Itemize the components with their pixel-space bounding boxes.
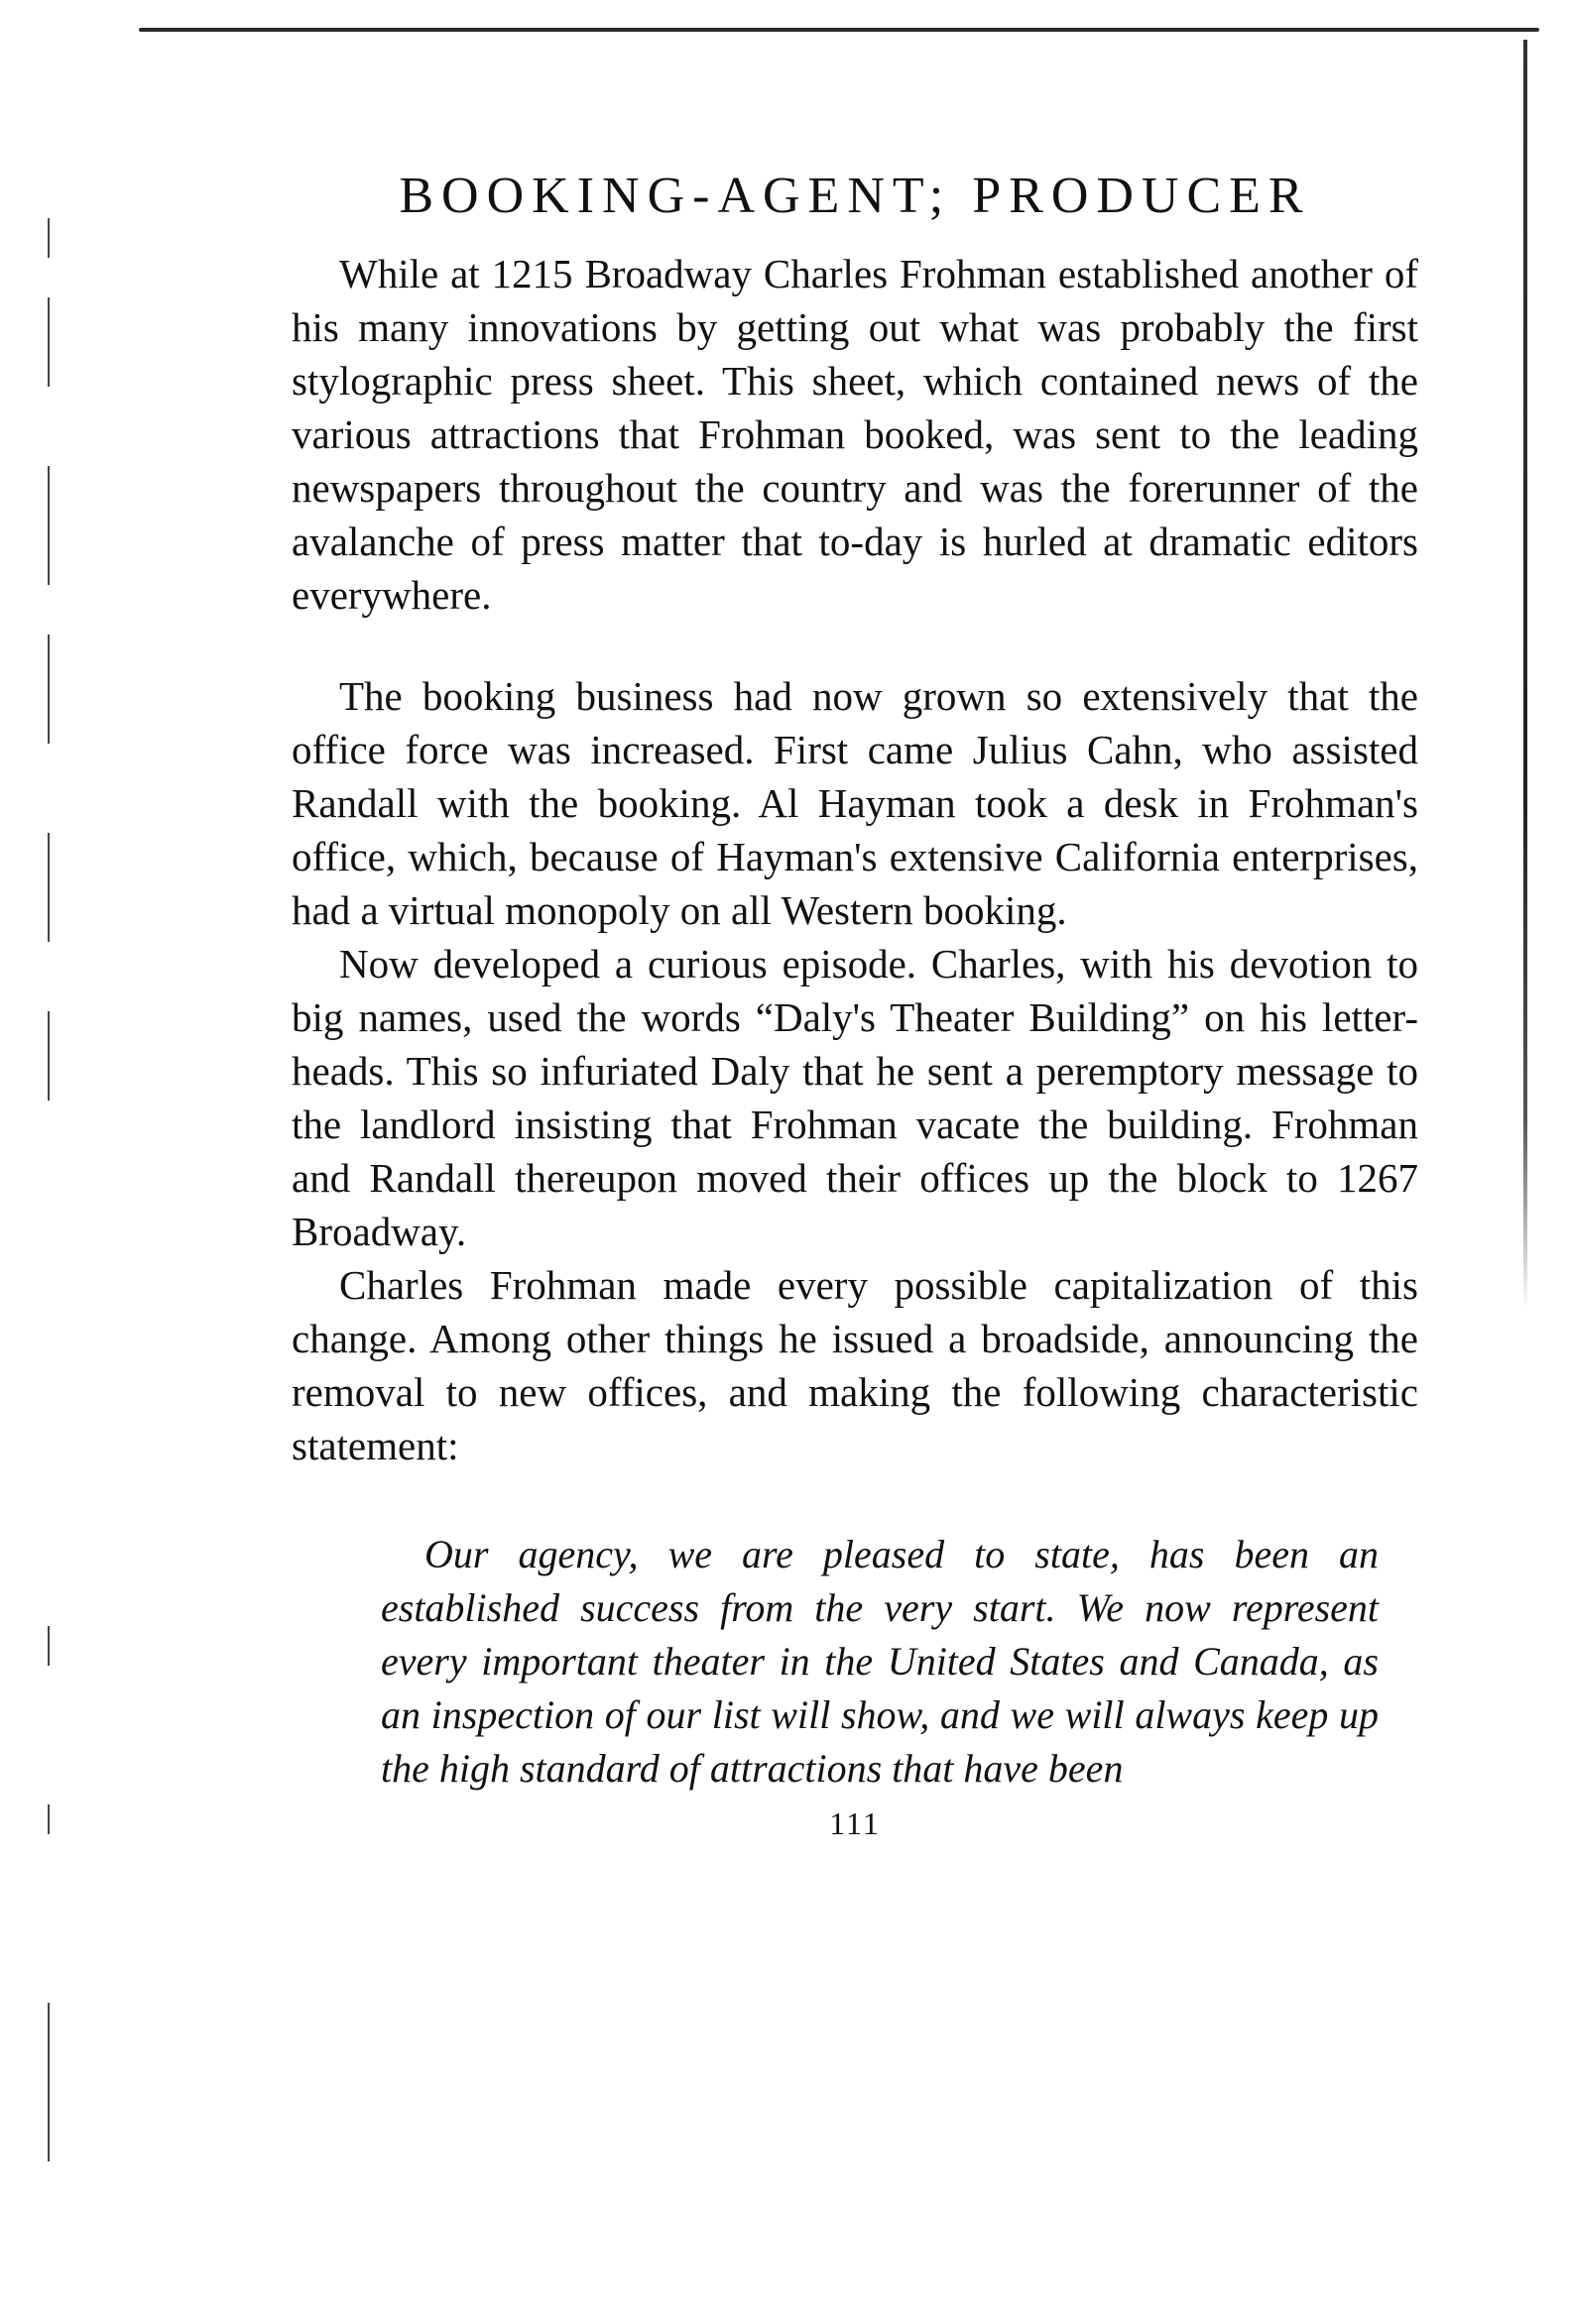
page-number: 111	[829, 1805, 881, 1841]
right-page-edge	[1523, 40, 1527, 1309]
top-border-rule	[139, 28, 1539, 32]
paragraph-2: The booking business had now grown so extensively that the office force was increased. First came Julius Cahn, who assisted Randall with the booking. Al Hayman took a desk in Frohman's office, which, because of Hayman's extensive California enterprises, had a virtual monopoly on all Western booking.	[292, 673, 1418, 933]
quoted-statement: Our agency, we are pleased to state, has been an established success from the very start. We now represent every important theater in the United States and Canada, as an inspection of our list will show, and we will always keep up the high standard of attractions that have been	[381, 1532, 1379, 1791]
book-page	[292, 167, 1418, 1842]
paragraph-1: While at 1215 Broadway Charles Frohman established another of his many innovations by getting out what was probably the first stylographic press sheet. This sheet, which contained news of the various attractions that Frohman booked, was sent to the leading newspapers throughout the country and was the forerunner of the avalanche of press matter that to-day is hurled at dramatic editors everywhere.	[292, 251, 1418, 618]
chapter-heading: BOOKING-AGENT; PRODUCER	[399, 168, 1311, 224]
paragraph-3: Now developed a curious episode. Charles, with his devotion to big names, used the words “Daly's Theater Building” on his letter-heads. This so infuriated Daly that he sent a peremptory message to the landlord insisting that Frohman vacate the building. Frohman and Randall thereupon moved their offices up the block to 1267 Broadway.	[292, 941, 1418, 1254]
left-margin-marks	[40, 218, 63, 2201]
paragraph-4: Charles Frohman made every possible capitalization of this change. Among other things he issued a broadside, announcing the removal to new offices, and making the following characteristic statement:	[292, 1262, 1418, 1468]
